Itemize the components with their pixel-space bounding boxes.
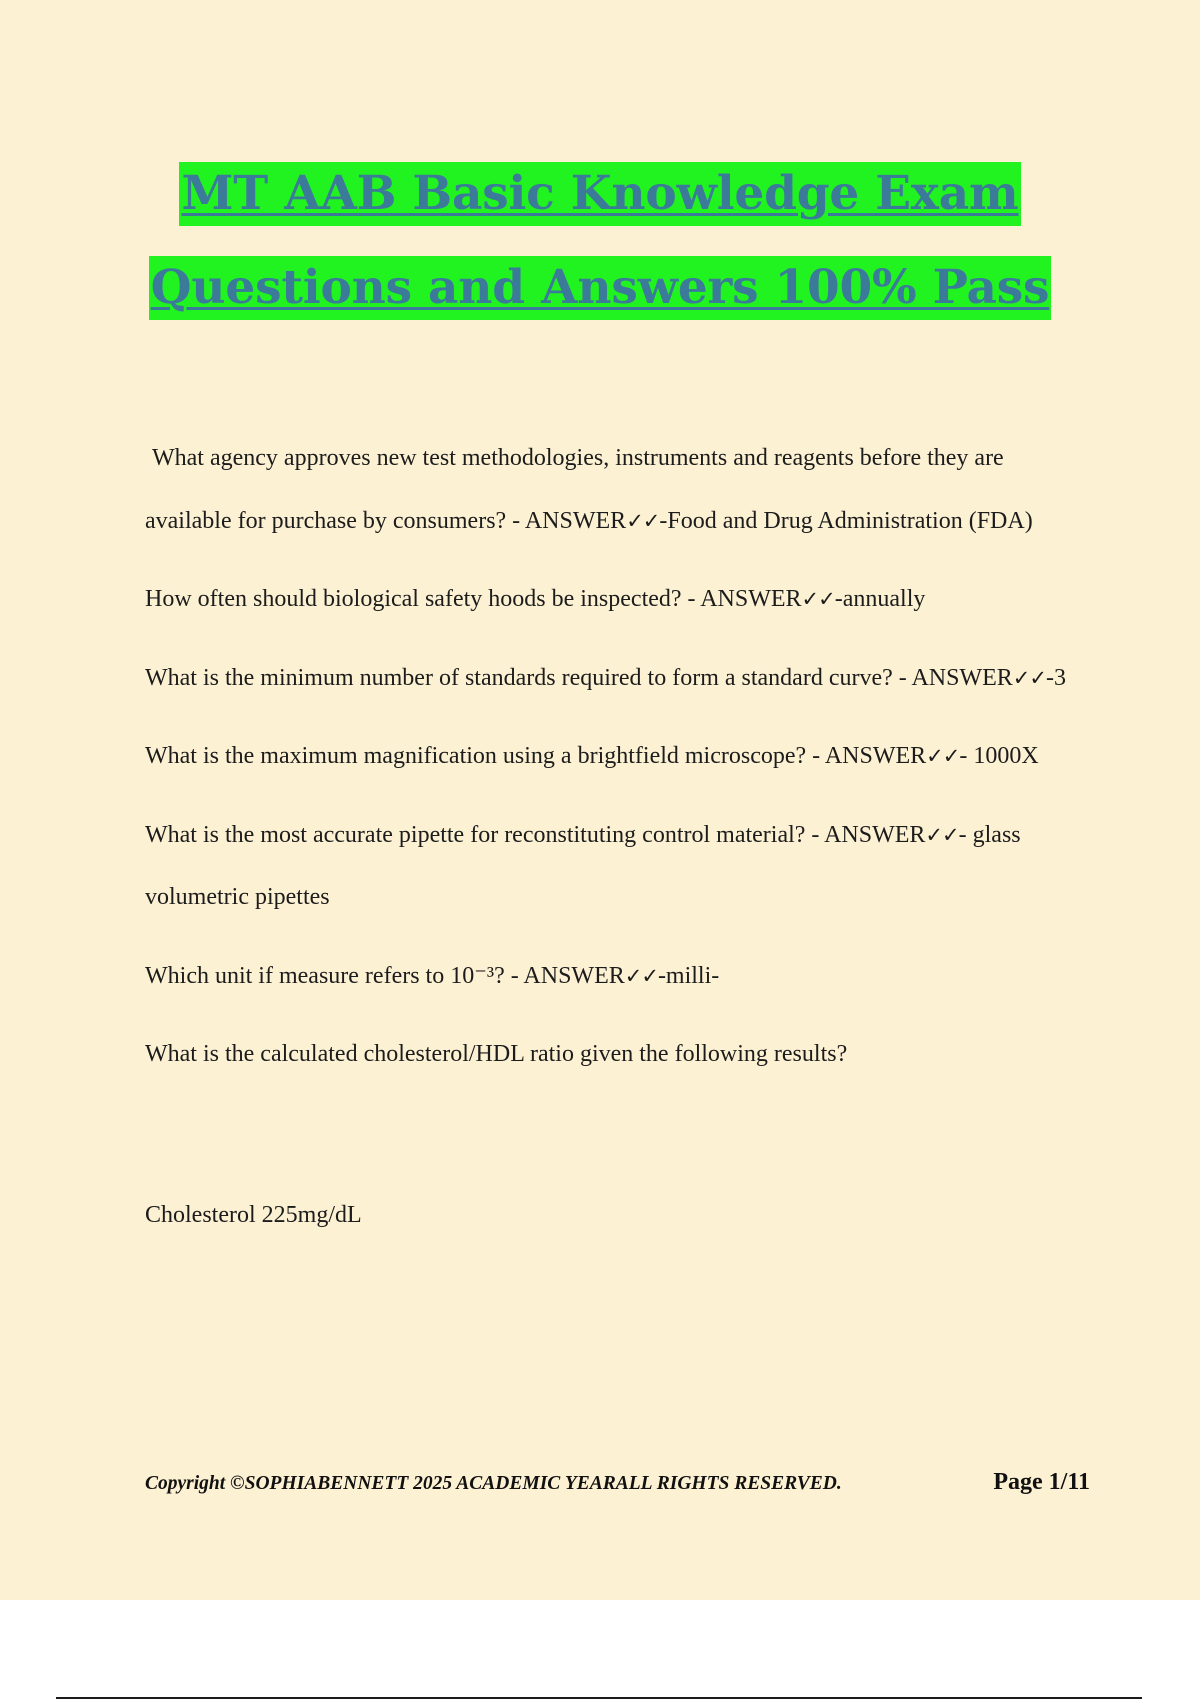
checkmark-icon: ✓✓ [624,963,658,988]
open-question: What is the calculated cholesterol/HDL ratio given the following results? [145,1041,848,1067]
answer-text: - 1000X [959,743,1039,769]
qa-item [145,725,1075,788]
answer-text: -3 [1045,664,1066,691]
page-number: Page 1/11 [993,1469,1090,1495]
qa-item [145,427,1075,552]
qa-item [145,945,1075,1008]
answer-text: -Food and Drug Administration (FDA) [659,507,1033,534]
answer-text: -milli- [657,962,720,989]
title-line-1: MT AAB Basic Knowledge Exam [179,162,1020,226]
question-text: What is the minimum number of standards required to form a standard curve? - ANSWER [145,664,1013,691]
checkmark-icon: ✓✓ [926,744,960,768]
checkmark-icon: ✓✓ [801,587,835,611]
question-text: How often should biological safety hoods be inspected? - ANSWER [145,586,802,612]
checkmark-icon: ✓✓ [626,508,660,533]
answer-text: -annually [834,586,926,612]
question-text: What is the maximum magnification using a brightfield microscope? - ANSWER [145,743,927,769]
question-text: Which unit if measure refers to 10⁻³? - ANSWER [145,962,625,989]
qa-item [145,804,1075,929]
qa-item [145,568,1075,631]
result-line: Cholesterol 225mg/dL [145,1201,362,1228]
question-text: What is the most accurate pipette for reconstituting control material? - ANSWER [145,821,926,848]
divider [56,1697,1142,1699]
qa-item [145,647,1075,710]
checkmark-icon: ✓✓ [925,822,959,847]
question-text: What agency approves new test methodologies, instruments and reagents before they are available for purchase by consumers? - ANSWER [145,445,1004,534]
copyright-notice: Copyright ©SOPHIABENNETT 2025 ACADEMIC YEARALL RIGHTS RESERVED. [145,1473,842,1494]
document-title [0,162,1200,320]
checkmark-icon: ✓✓ [1012,665,1046,690]
qa-list [145,427,1075,1262]
answer-text: - glass volumetric pipettes [145,821,1021,910]
title-line-2: Questions and Answers 100% Pass [149,256,1052,320]
